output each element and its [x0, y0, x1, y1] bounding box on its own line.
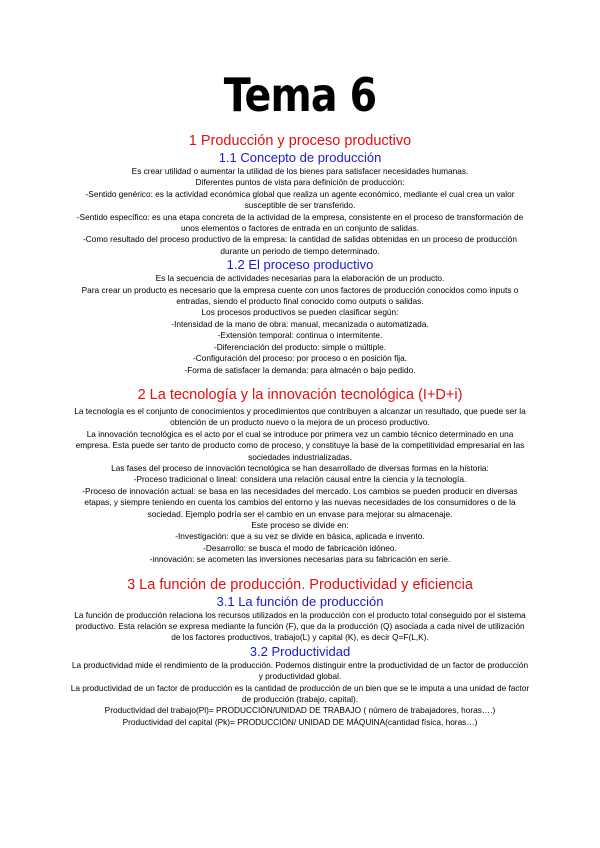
paragraph: La innovación tecnológica es el acto por el cual se introduce por primera vez un cambio técnico determinado en una empresa. Esta puede ser tanto de producto como de proceso, y constituye la base de la competitividad empresarial en las sociedades industrializadas.	[75, 428, 525, 462]
paragraph: -Sentido específico: es una etapa concreta de la actividad de la empresa, consistente en el proceso de transformación de unos elementos o factores de entrada en un conjunto de salidas.	[76, 211, 524, 234]
subsection-3-2-heading: 3.2 Productividad	[249, 643, 351, 659]
subsection-1-1-heading: 1.1 Concepto de producción	[218, 150, 382, 165]
paragraph: Es la secuencia de actividades necesarias para la elaboración de un producto.	[155, 273, 445, 284]
paragraph: La productividad mide el rendimiento de la producción. Podemos distinguir entre la productividad de un factor de producción y productividad global.	[71, 659, 529, 682]
section-2-heading: 2 La tecnología y la innovación tecnológica (I+D+i)	[137, 386, 463, 403]
list-item: -Proceso de innovación actual: se basa en las necesidades del mercado. Los cambios se pueden producir en diversas etapas, y siempre teniendo en cuenta los cambios del entorno y las nuevas necesidades de los consumidores o de la sociedad. Ejemplo podría ser el cambio en un envase para mejorar su almacenaje.	[82, 485, 518, 519]
list-item: -innovación: se acometen las inversiones necesarias para su fabricación en serie.	[149, 554, 451, 565]
list-item: -Extensión temporal: continua o intermitente.	[217, 330, 383, 341]
list-item: -Proceso tradicional o lineal: considera una relación causal entre la ciencia y la tecnología.	[133, 474, 467, 485]
paragraph: La productividad de un factor de producción es la cantidad de producción de un bien que se le imputa a una unidad de factor de producción (trabajo, capital).	[70, 682, 530, 705]
paragraph: Para crear un producto es necesario que la empresa cuente con unos factores de producción conocidos como inputs o entradas, siendo el producto final conocido como outputs o salidas.	[81, 284, 519, 307]
section-3-heading: 3 La función de producción. Productividad y eficiencia	[127, 576, 473, 593]
list-item: -Configuración del proceso: por proceso o en posición fija.	[193, 353, 407, 364]
paragraph: La tecnología es el conjunto de conocimientos y procedimientos que contribuyen a alcanzar un resultado, que puede ser la obtención de un producto nuevo o la mejora de un proceso productivo.	[74, 405, 526, 428]
list-item: -Investigación: que a su vez se divide en básica, aplicada e invento.	[175, 531, 425, 542]
paragraph: -Sentido genérico: es la actividad económica global que realiza un agente económico, mediante el cual crea un valor susceptible de ser transferido.	[85, 188, 515, 211]
subsection-3-1-heading: 3.1 La función de producción	[216, 593, 384, 609]
paragraph: -Como resultado del proceso productivo de la empresa: la cantidad de salidas obtenidas en un proceso de producción durante un periodo de tiempo determinado.	[82, 234, 517, 256]
list-item: -Forma de satisfacer la demanda: para almacén o bajo pedido.	[184, 364, 416, 375]
list-item: -Desarrollo: se busca el modo de fabricación idóneo.	[203, 542, 397, 553]
paragraph: Los procesos productivos se pueden clasificar según:	[201, 307, 399, 318]
subsection-1-2-heading: 1.2 El proceso productivo	[226, 257, 374, 273]
paragraph: Diferentes puntos de vista para definición de producción:	[195, 177, 405, 188]
list-item: -Diferenciación del producto: simple o múltiple.	[213, 341, 386, 352]
paragraph: Es crear utilidad o aumentar la utilidad de los bienes para satisfacer necesidades humanas.	[131, 166, 469, 176]
section-1-heading: 1 Producción y proceso productivo	[188, 133, 412, 149]
document-title: Tema 6	[223, 68, 377, 122]
formula-line: Productividad del trabajo(Pl)= PRODUCCIÓN/UNIDAD DE TRABAJO ( número de trabajadores, horas….)	[104, 705, 496, 716]
paragraph: Este proceso se divide en:	[251, 519, 349, 530]
paragraph: La función de producción relaciona los recursos utilizados en la producción con el producto total conseguido por el sistema productivo. Esta relación se expresa mediante la función (F), que da la producción (Q) asociada a cada nivel de utilización de los factores productivos, trabajo(L) y capital (K), es decir Q=F(L,K).	[74, 609, 526, 643]
formula-line: Productividad del capital (Pk)= PRODUCCIÓN/ UNIDAD DE MÁQUINA(cantidad física, horas…)	[122, 716, 478, 727]
paragraph: Las fases del proceso de innovación tecnológica se han desarrollado de diversas formas en la historia:	[111, 462, 489, 473]
list-item: -Intensidad de la mano de obra: manual, mecanizada o automatizada.	[171, 318, 429, 329]
